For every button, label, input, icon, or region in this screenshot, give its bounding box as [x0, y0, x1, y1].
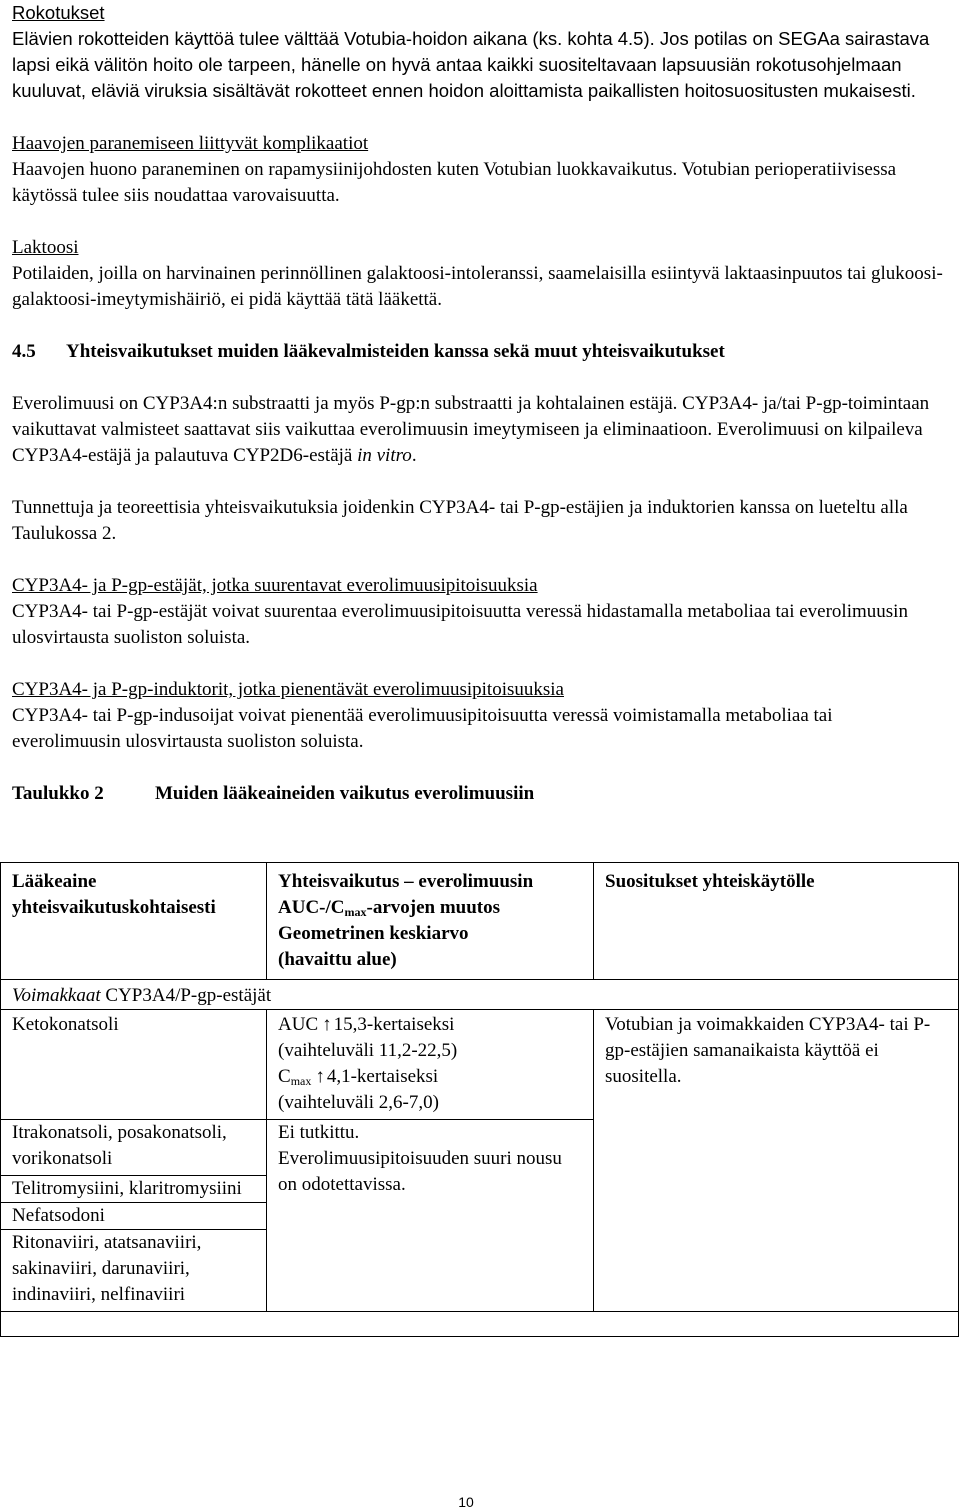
rokotukset-block [12, 0, 944, 104]
page-number: 10 [458, 1494, 474, 1510]
header-interaction-b: -arvojen muutos [366, 897, 501, 918]
drug-telitromysiini: Telitromysiini, klaritromysiini [1, 1176, 267, 1203]
group-rest: CYP3A4/P-gp-estäjät [100, 985, 272, 1006]
in-vitro-text: in vitro [357, 445, 412, 466]
drug-ritonaviiri: Ritonaviiri, atatsanaviiri, sakinaviiri, darunaviiri, indinaviiri, nelfinaviiri [1, 1230, 267, 1312]
section-heading [12, 339, 944, 365]
drug-itrakonatsoli: Itrakonatsoli, posakonatsoli, vorikonatsoli [1, 1120, 267, 1176]
effect-ketokonatsoli [267, 1010, 594, 1120]
laktoosi-text: Potilaiden, joilla on harvinainen perinnöllinen galaktoosi-intoleranssi, saamelaisilla esiintyvä laktaasinpuutos tai glukoosi-galaktoosi-imeytymishäiriö, ei pidä käyttää tätä lääkettä. [12, 263, 943, 310]
table-empty-cell [1, 1312, 959, 1337]
group-italic: Voimakkaat [12, 985, 101, 1006]
table-header-row [1, 863, 959, 980]
inhibitors-heading: CYP3A4- ja P-gp-estäjät, jotka suurentavat everolimuusipitoisuuksia [12, 575, 538, 596]
haavojen-text: Haavojen huono paraneminen on rapamysiinijohdosten kuten Votubian luokkavaikutus. Votubian perioperatiivisessa käytössä tulee siis noudattaa varovaisuutta. [12, 159, 897, 206]
table-empty-row [1, 1312, 959, 1337]
section-title: Yhteisvaikutukset muiden lääkevalmisteiden kanssa sekä muut yhteisvaikutukset [66, 341, 725, 362]
recommendation-cell [594, 1010, 959, 1312]
inducers-text: CYP3A4- tai P-gp-indusoijat voivat pienentää everolimuusipitoisuutta veressä voimistamalla metaboliaa tai everolimuusin ulosvirtausta suoliston soluista. [12, 705, 833, 752]
group-row [1, 980, 959, 1010]
header-drug: Lääkeaine yhteisvaikutuskohtaisesti [1, 863, 267, 980]
header-interaction [267, 863, 594, 980]
auc-range: (vaihteluväli 11,2-22,5) [278, 1040, 458, 1061]
table-caption-label: Taulukko 2 [12, 783, 104, 804]
inducers-heading: CYP3A4- ja P-gp-induktorit, jotka pienentävät everolimuusipitoisuuksia [12, 679, 564, 700]
auc-value: 15,3-kertaiseksi [333, 1014, 455, 1035]
table-caption [12, 781, 944, 807]
table-row [1, 1010, 959, 1120]
cmax-sub: max [290, 1074, 312, 1088]
interaction-table [0, 862, 959, 1337]
header-interaction-d: (havaittu alue) [278, 949, 397, 970]
laktoosi-heading: Laktoosi [12, 237, 79, 258]
header-interaction-c: Geometrinen keskiarvo [278, 923, 469, 944]
cmax-label: C [278, 1066, 291, 1087]
drug-nefatsodoni: Nefatsodoni [1, 1203, 267, 1230]
rokotukset-heading: Rokotukset [12, 2, 105, 23]
table-caption-title: Muiden lääkeaineiden vaikutus everolimuusiin [155, 783, 535, 804]
document-page [12, 0, 944, 807]
not-studied: Ei tutkittu. [278, 1122, 360, 1143]
auc-label: AUC [278, 1014, 319, 1035]
table-reference-paragraph: Tunnettuja ja teoreettisia yhteisvaikutuksia joidenkin CYP3A4- tai P-gp-estäjien ja induktorien kanssa on lueteltu alla Taulukossa 2. [12, 497, 908, 544]
interaction-text-end: . [411, 445, 417, 466]
haavojen-heading: Haavojen paranemiseen liittyvät komplikaatiot [12, 133, 369, 154]
rokotukset-text: Elävien rokotteiden käyttöä tulee välttää Votubia-hoidon aikana (ks. kohta 4.5). Jos potilas on SEGAa sairastava lapsi eikä välitön hoito ole tarpeen, hänelle on hyvä antaa kaikki suositeltavaan lapsuusiän rokotusohjelmaan kuuluvat, eläviä viruksia sisältävät rokotteet ennen hoidon aloittamista paikallisten hoitosuositusten mukaisesti. [12, 28, 930, 101]
drug-ketokonatsoli: Ketokonatsoli [1, 1010, 267, 1120]
expected-text: Everolimuusipitoisuuden suuri nousu on odotettavissa. [278, 1148, 562, 1195]
cmax-range: (vaihteluväli 2,6-7,0) [278, 1092, 439, 1113]
effect-others [267, 1120, 594, 1312]
arrow-up-icon: ↑ [322, 1014, 332, 1035]
cmax-value: 4,1-kertaiseksi [326, 1066, 439, 1087]
group-label [1, 980, 959, 1010]
recommendation-text: Votubian ja voimakkaiden CYP3A4- tai P-gp-estäjien samanaikaista käyttöä ei suositella. [605, 1014, 931, 1087]
interaction-paragraph [12, 391, 944, 469]
section-number: 4.5 [12, 341, 36, 362]
inhibitors-text: CYP3A4- tai P-gp-estäjät voivat suurentaa everolimuusipitoisuutta veressä hidastamalla metaboliaa tai everolimuusin ulosvirtausta suoliston soluista. [12, 601, 908, 648]
arrow-up-icon: ↑ [315, 1066, 325, 1087]
header-interaction-sub: max [344, 905, 367, 919]
header-recommendation: Suositukset yhteiskäytölle [594, 863, 959, 980]
interaction-text: Everolimuusi on CYP3A4:n substraatti ja myös P-gp:n substraatti ja kohtalainen estäjä. CYP3A4- ja/tai P-gp-toimintaan vaikuttavat valmisteet saattavat siis vaikuttaa everolimuusin imeytymiseen ja eliminaatioon. Everolimuusi on kilpaileva CYP3A4-estäjä ja palautuva CYP2D6-estäjä [12, 393, 930, 466]
header-interaction-a: Yhteisvaikutus – everolimuusin AUC-/C [278, 871, 534, 918]
